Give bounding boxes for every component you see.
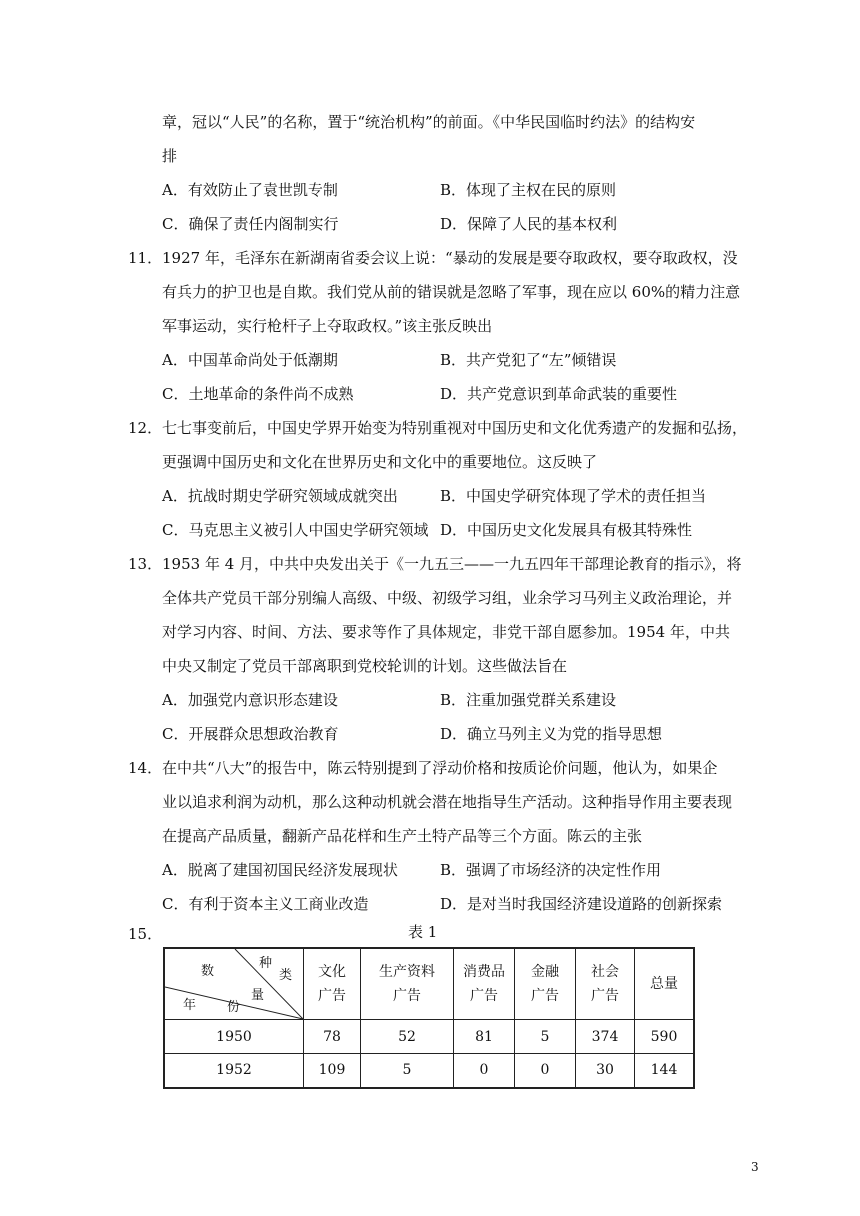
header-social-ads-line-2: 广告 [591,988,619,1004]
row-year: 1950 [164,1020,304,1054]
question-14-number: 14． [128,759,163,777]
question-10-option-b: B．体现了主权在民的原则 [440,181,617,199]
question-11-stem-line-3: 军事运动，实行枪杆子上夺取政权。”该主张反映出 [162,317,493,335]
question-15-number: 15． [128,925,163,943]
question-13-option-b: B．注重加强党群关系建设 [440,691,617,709]
question-11-stem-line-1: 1927 年，毛泽东在新湖南省委会议上说：“暴动的发展是要夺取政权，要夺取政权，没 [162,249,738,267]
header-production-ads-line-2: 广告 [393,988,421,1004]
header-production-ads-line-1: 生产资料 [379,964,435,980]
header-finance-ads-line-2: 广告 [531,988,559,1004]
question-13-stem-line-2: 全体共产党员干部分别编人高级、中级、初级学习组，业余学习马列主义政治理论，并 [162,589,733,607]
diag-label-shu: 数 [201,964,215,979]
header-social-ads [576,948,635,1020]
header-finance-ads [515,948,576,1020]
question-14-stem-line-3: 在提高产品质量，翻新产品花样和生产土特产品等三个方面。陈云的主张 [162,827,643,845]
table-row [164,1020,694,1054]
cell-value: 52 [361,1020,454,1054]
question-11-option-a: A．中国革命尚处于低潮期 [162,351,338,369]
diag-label-zhong: 种 [259,956,273,971]
cell-value: 590 [635,1020,695,1054]
question-13-stem-line-1: 1953 年 4 月，中共中央发出关于《一九五三——一九五四年干部理论教育的指示》，将 [162,555,742,573]
question-13-stem-line-3: 对学习内容、时间、方法、要求等作了具体规定，非党干部自愿参加。1954 年，中共 [162,623,730,641]
cell-value: 0 [515,1054,576,1088]
diag-label-liang: 量 [251,988,265,1003]
row-year: 1952 [164,1054,304,1088]
diag-label-nian: 年 [183,998,197,1013]
diag-label-lei: 类 [279,968,293,983]
header-finance-ads-line-1: 金融 [531,964,559,980]
question-11-option-c: C．土地革命的条件尚不成熟 [162,385,354,403]
question-10-stem-line-1: 章，冠以“人民”的名称，置于“统治机构”的前面。《中华民国临时约法》的结构安 [162,113,696,131]
diagonal-header-cell [164,948,304,1020]
cell-value: 0 [454,1054,515,1088]
question-13-option-a: A．加强党内意识形态建设 [162,691,338,709]
header-consumer-ads [454,948,515,1020]
question-13-option-c: C．开展群众思想政治教育 [162,725,339,743]
question-13-number: 13． [128,555,163,573]
question-11-option-b: B．共产党犯了“左”倾错误 [440,351,617,369]
question-14-option-c: C．有利于资本主义工商业改造 [162,895,369,913]
question-12-stem-line-1: 七七事变前后，中国史学界开始变为特别重视对中国历史和文化优秀遗产的发掘和弘扬， [162,419,748,437]
question-10-option-d: D．保障了人民的基本权利 [440,215,618,233]
header-consumer-ads-line-2: 广告 [470,988,498,1004]
question-13-option-d: D．确立马列主义为党的指导思想 [440,725,663,743]
header-social-ads-line-1: 社会 [591,964,619,980]
question-11-number: 11． [128,249,163,267]
header-total-label: 总量 [650,976,678,992]
cell-value: 81 [454,1020,515,1054]
question-10-option-a: A．有效防止了袁世凯专制 [162,181,338,199]
table-row [164,1054,694,1088]
question-12-option-d: D．中国历史文化发展具有极其特殊性 [440,521,693,539]
header-production-ads [361,948,454,1020]
header-cultural-ads-line-2: 广告 [318,988,346,1004]
cell-value: 5 [361,1054,454,1088]
question-12-option-a: A．抗战时期史学研究领域成就突出 [162,487,398,505]
question-14-option-d: D．是对当时我国经济建设道路的创新探索 [440,895,723,913]
question-12-number: 12． [128,419,163,437]
question-14-option-b: B．强调了市场经济的决定性作用 [440,861,662,879]
cell-value: 30 [576,1054,635,1088]
header-consumer-ads-line-1: 消费品 [463,964,505,980]
header-cultural-ads [304,948,361,1020]
question-14-stem-line-1: 在中共“八大”的报告中，陈云特别提到了浮动价格和按质论价问题，他认为，如果企 [162,759,718,777]
cell-value: 109 [304,1054,361,1088]
cell-value: 5 [515,1020,576,1054]
question-11-stem-line-2: 有兵力的护卫也是自欺。我们党从前的错误就是忽略了军事，现在应以 60%的精力注意 [162,283,741,301]
cell-value: 374 [576,1020,635,1054]
question-12-option-c: C．马克思主义被引人中国史学研究领域 [162,521,429,539]
question-10-stem-line-2: 排 [162,147,178,165]
header-cultural-ads-line-1: 文化 [318,964,346,980]
advertising-table [163,947,695,1089]
diag-label-fen: 份 [227,1000,241,1015]
question-12-option-b: B．中国史学研究体现了学术的责任担当 [440,487,707,505]
question-12-stem-line-2: 更强调中国历史和文化在世界历史和文化中的重要地位。这反映了 [162,453,598,471]
cell-value: 144 [635,1054,695,1088]
question-13-stem-line-4: 中央又制定了党员干部离职到党校轮训的计划。这些做法旨在 [162,657,568,675]
header-total [635,948,695,1020]
table-header-row [164,948,694,1020]
table-title: 表 1 [408,923,438,941]
page-number: 3 [751,1160,759,1174]
cell-value: 78 [304,1020,361,1054]
question-10-option-c: C．确保了责任内阁制实行 [162,215,339,233]
question-14-stem-line-2: 业以追求利润为动机，那么这种动机就会潜在地指导生产活动。这种指导作用主要表现 [162,793,733,811]
question-11-option-d: D．共产党意识到革命武装的重要性 [440,385,678,403]
question-14-option-a: A．脱离了建国初国民经济发展现状 [162,861,398,879]
